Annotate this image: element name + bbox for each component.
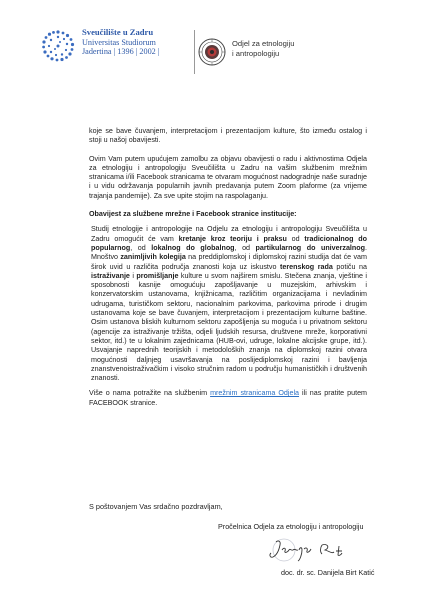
- department-name-line1: Odjel za etnologiju: [232, 39, 295, 48]
- letter-body: [89, 127, 367, 408]
- notice-text: Studij etnologije i antropologije na Odjelu za etnologiju i antropologiju Sveučilišta u Zadru omogućit će vam: [91, 225, 367, 243]
- notice-text: kulture u svom najširem smislu. Stečena znanja, vještine i sposobnosti kasnije omogućuju zapošljavanje u muzejskim, arhivskim i konzervatorskim ustanovama, knjižnicama, različitim organizacijama i nevladinim udrugama, turističkom sektoru, nacionalnim parkovima, parkovima prirode i drugim ustanovama koje se bave čuvanjem, interpretacijom i prezentacijom kulturne baštine. Osim ustanova bliskih kulturnom sektoru zapošljenja su moguća i u privatnom sektoru (agencije za istraživanje tržišta, odjeli ljudskih resursa, društvene mreže, korporativni sektor, itd.) te u lokalnim zajednicama (HUB-ovi, udruge, lokalne akcijske grupe, itd.). Usvajanje naprednih teorijskih i metodoloških znanja na diplomskoj razini otvara mogućnosti daljnjeg usavršavanja na poslijediplomskoj razini i bavljenja znanstvenoistraživačkim i visoko stručnim radom u području humanističkih i društvenih znanosti.: [91, 271, 367, 383]
- notice-text: . Mnoštvo: [91, 243, 367, 262]
- notice-text: i: [129, 271, 137, 280]
- notice-paragraph: [89, 225, 367, 383]
- header-divider: [194, 30, 195, 74]
- department-name: [232, 39, 294, 59]
- more-info-text: ili nas pratite putem FACEBOOK stranice.: [89, 389, 367, 407]
- notice-emphasis: promišljanje: [136, 271, 179, 280]
- department-website-link[interactable]: mrežnim stranicama Odjela: [210, 389, 300, 398]
- department-name-line2: i antropologiju: [232, 48, 280, 58]
- university-name-line3: Jadertina | 1396 | 2002 |: [82, 47, 160, 57]
- notice-emphasis: tradicionalnog do popularnog: [91, 234, 367, 252]
- closing-greeting: S poštovanjem Vas srdačno pozdravljam,: [89, 502, 223, 511]
- notice-text: od: [286, 234, 305, 243]
- department-seal-icon: [198, 38, 226, 66]
- notice-emphasis: partikularnog do univerzalnog: [255, 243, 366, 252]
- university-name: [82, 28, 159, 57]
- letter-paragraph-intro: koje se bave čuvanjem, interpretacijom i prezentacijom kulture, što između ostalog i stoji u našoj obavijesti.: [89, 127, 367, 145]
- more-info-paragraph: [89, 389, 367, 408]
- notice-emphasis: zanimljivih kolegija: [120, 253, 186, 262]
- handwritten-signature: [262, 536, 372, 564]
- notice-text: , od: [234, 243, 256, 252]
- notice-emphasis: istraživanje: [91, 271, 130, 280]
- university-name-line1: Sveučilište u Zadru: [82, 27, 154, 37]
- notice-text: , od: [130, 243, 152, 252]
- notice-text: na preddiplomskoj i diplomskoj razini studija dat će vam širok uvid u različita područja znanosti koja uz iskustvo: [91, 253, 367, 271]
- letter-paragraph-request: Ovim Vam putem upućujem zamolbu za objavu obavijesti o radu i aktivnostima Odjela za etnologiju i antropologiju Sveučilišta u Zadru na vašim službenim mrežnim stranicama i/ili Facebook stranicama te otvaram mogućnost nadogradnje naše suradnje i u vidu održavanja popularnih javnih predavanja putem Zoom plaforme (za vrijeme trajanja pandemije). Za sve upite stojim na raspolaganju.: [89, 154, 367, 200]
- signature-title: Pročelnica Odjela za etnologiju i antropologiju: [218, 522, 364, 531]
- letterhead: [0, 0, 424, 100]
- more-info-text: Više o nama potražite na službenim: [89, 389, 211, 398]
- notice-heading: Obavijest za službene mrežne i Facebook stranice institucije:: [89, 210, 297, 219]
- university-logo-icon: [40, 28, 76, 64]
- notice-text: potiču na: [332, 262, 367, 271]
- notice-emphasis: lokalnog do globalnog: [151, 243, 235, 252]
- university-name-line2: Universitas Studiorum: [82, 37, 156, 47]
- signature-name: doc. dr. sc. Danijela Birt Katić: [281, 568, 375, 577]
- notice-emphasis: kretanje kroz teoriju i praksu: [178, 234, 287, 243]
- notice-emphasis: terenskog rada: [280, 262, 333, 271]
